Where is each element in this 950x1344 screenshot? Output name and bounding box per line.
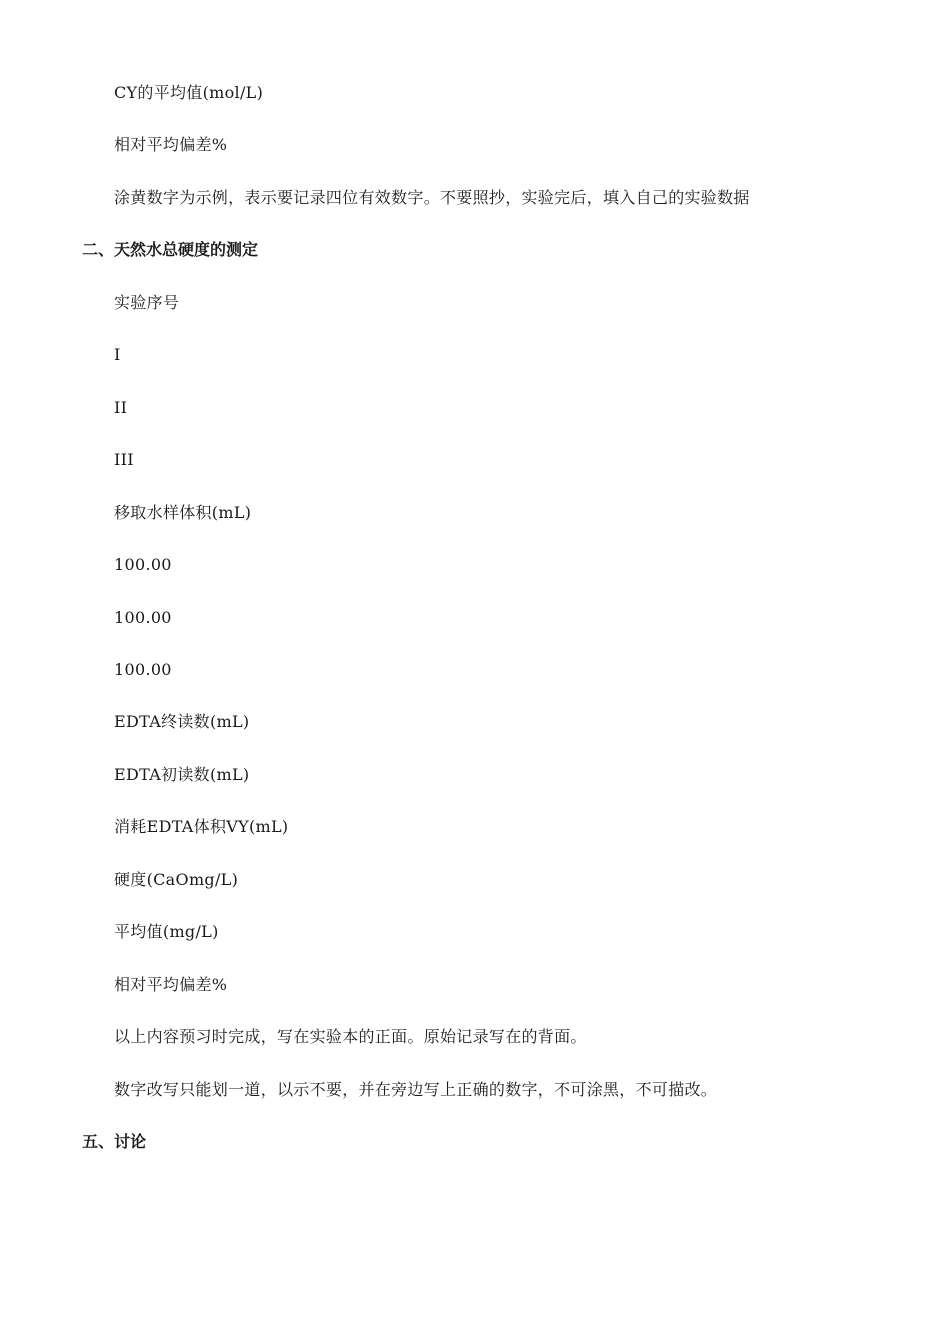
hardness-label: 硬度(CaOmg/L) — [114, 870, 239, 889]
sample-volume-label: 移取水样体积(mL) — [114, 503, 252, 522]
sequence-1: I — [114, 345, 121, 364]
experiment-sequence-label: 实验序号 — [114, 293, 180, 312]
average-value-label: 平均值(mg/L) — [114, 922, 219, 941]
edta-consumed-volume-label: 消耗EDTA体积VY(mL) — [114, 817, 289, 836]
correction-note: 数字改写只能划一道，以示不要，并在旁边写上正确的数字，不可涂黑，不可描改。 — [114, 1080, 718, 1099]
sequence-2: II — [114, 398, 128, 417]
relative-deviation-label-1: 相对平均偏差% — [114, 135, 228, 154]
edta-final-reading-label: EDTA终读数(mL) — [114, 712, 250, 731]
cy-average-label: CY的平均值(mol/L) — [114, 83, 264, 102]
sequence-3: III — [114, 450, 134, 469]
edta-initial-reading-label: EDTA初读数(mL) — [114, 765, 250, 784]
relative-deviation-label-2: 相对平均偏差% — [114, 975, 228, 994]
sample-volume-2: 100.00 — [114, 608, 172, 627]
sample-volume-1: 100.00 — [114, 555, 172, 574]
example-note: 涂黄数字为示例，表示要记录四位有效数字。不要照抄，实验完后，填入自己的实验数据 — [114, 188, 750, 207]
section-heading-discussion: 五、讨论 — [82, 1132, 147, 1151]
section-heading-hardness: 二、天然水总硬度的测定 — [82, 240, 259, 259]
sample-volume-3: 100.00 — [114, 660, 172, 679]
prep-note: 以上内容预习时完成，写在实验本的正面。原始记录写在的背面。 — [114, 1027, 587, 1046]
